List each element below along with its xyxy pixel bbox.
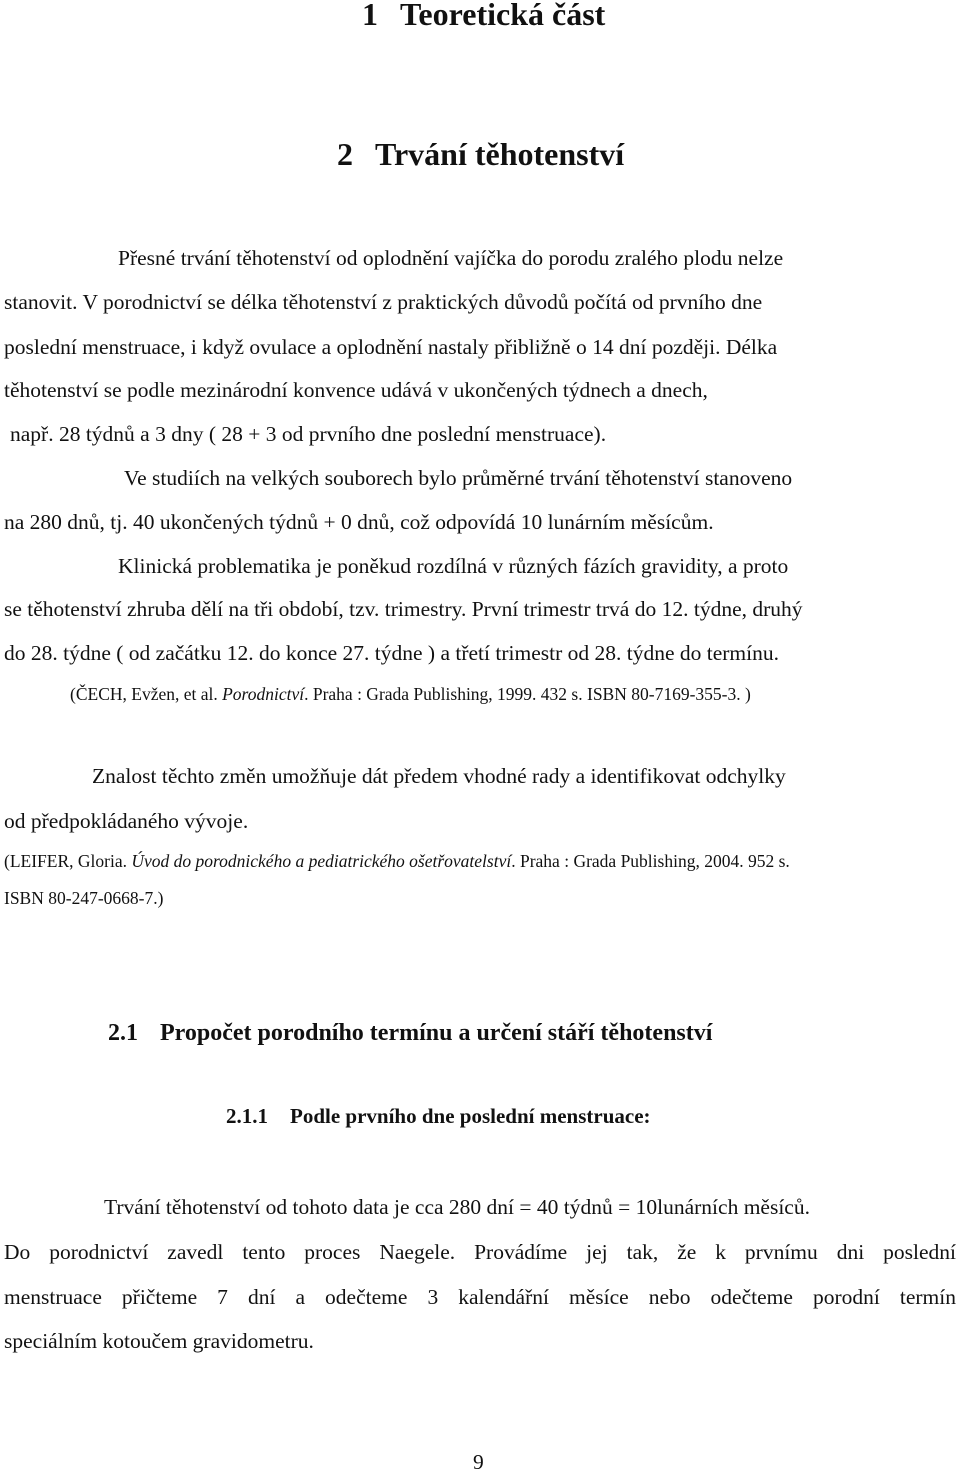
- citation-line: ISBN 80-247-0668-7.): [4, 888, 164, 908]
- paragraph-line: Přesné trvání těhotenství od oplodnění vajíčka do porodu zralého plodu nelze: [118, 246, 784, 270]
- section-number: 2: [337, 136, 353, 172]
- paragraph-line: Znalost těchto změn umožňuje dát předem vhodné rady a identifikovat odchylky: [92, 764, 786, 788]
- paragraph-line: od předpokládaného vývoje.: [4, 809, 249, 833]
- paragraph-line: speciálním kotoučem gravidometru.: [4, 1329, 314, 1353]
- citation: [70, 684, 751, 705]
- subsection-heading: [108, 1020, 712, 1047]
- citation-suffix: . Praha : Grada Publishing, 1999. 432 s. ISBN 80-7169-355-3. ): [304, 684, 751, 704]
- citation-title: Úvod do porodnického a pediatrického ošetřovatelství: [131, 851, 512, 871]
- citation-prefix: (ČECH, Evžen, et al.: [70, 684, 223, 704]
- chapter-number: 1: [362, 0, 378, 32]
- paragraph-line: např. 28 týdnů a 3 dny ( 28 + 3 od prvního dne poslední menstruace).: [10, 422, 607, 446]
- subsubsection-heading: [226, 1104, 651, 1129]
- paragraph-line: těhotenství se podle mezinárodní konvence udává v ukončených týdnech a dnech,: [4, 378, 708, 402]
- paragraph-line: na 280 dnů, tj. 40 ukončených týdnů + 0 dnů, což odpovídá 10 lunárním měsícům.: [4, 510, 714, 534]
- paragraph-line: menstruace přičteme 7 dní a odečteme 3 kalendářní měsíce nebo odečteme porodní termín: [4, 1285, 956, 1309]
- citation-suffix: . Praha : Grada Publishing, 2004. 952 s.: [511, 851, 790, 871]
- paragraph-line: Trvání těhotenství od tohoto data je cca 280 dní = 40 týdnů = 10lunárních měsíců.: [104, 1195, 810, 1219]
- citation-title: Porodnictví: [222, 684, 305, 704]
- section-heading: [337, 136, 624, 173]
- subsubsection-title: Podle prvního dne poslední menstruace:: [290, 1104, 651, 1128]
- paragraph-line: poslední menstruace, i když ovulace a oplodnění nastaly přibližně o 14 dní později. Délka: [4, 335, 778, 359]
- chapter-title: Teoretická část: [400, 0, 606, 32]
- citation: [4, 851, 790, 872]
- paragraph-line: Klinická problematika je poněkud rozdílná v různých fázích gravidity, a proto: [118, 554, 789, 578]
- subsection-title: Propočet porodního termínu a určení stáří těhotenství: [160, 1020, 713, 1046]
- paragraph-line: stanovit. V porodnictví se délka těhotenství z praktických důvodů počítá od prvního dne: [4, 290, 763, 314]
- section-title: Trvání těhotenství: [375, 136, 625, 172]
- paragraph-line: do 28. týdne ( od začátku 12. do konce 27. týdne ) a třetí trimestr od 28. týdne do termínu.: [4, 641, 780, 665]
- paragraph-line: Ve studiích na velkých souborech bylo průměrné trvání těhotenství stanoveno: [124, 466, 793, 490]
- citation-prefix: (LEIFER, Gloria.: [4, 851, 132, 871]
- page-number: 9: [473, 1450, 484, 1474]
- paragraph-line: Do porodnictví zavedl tento proces Naegele. Provádíme jej tak, že k prvnímu dni poslední: [4, 1240, 956, 1264]
- chapter-heading: [362, 0, 605, 33]
- subsection-number: 2.1: [108, 1020, 138, 1046]
- subsubsection-number: 2.1.1: [226, 1104, 268, 1128]
- paragraph-line: se těhotenství zhruba dělí na tři období, tzv. trimestry. První trimestr trvá do 12. týdne, druhý: [4, 597, 803, 621]
